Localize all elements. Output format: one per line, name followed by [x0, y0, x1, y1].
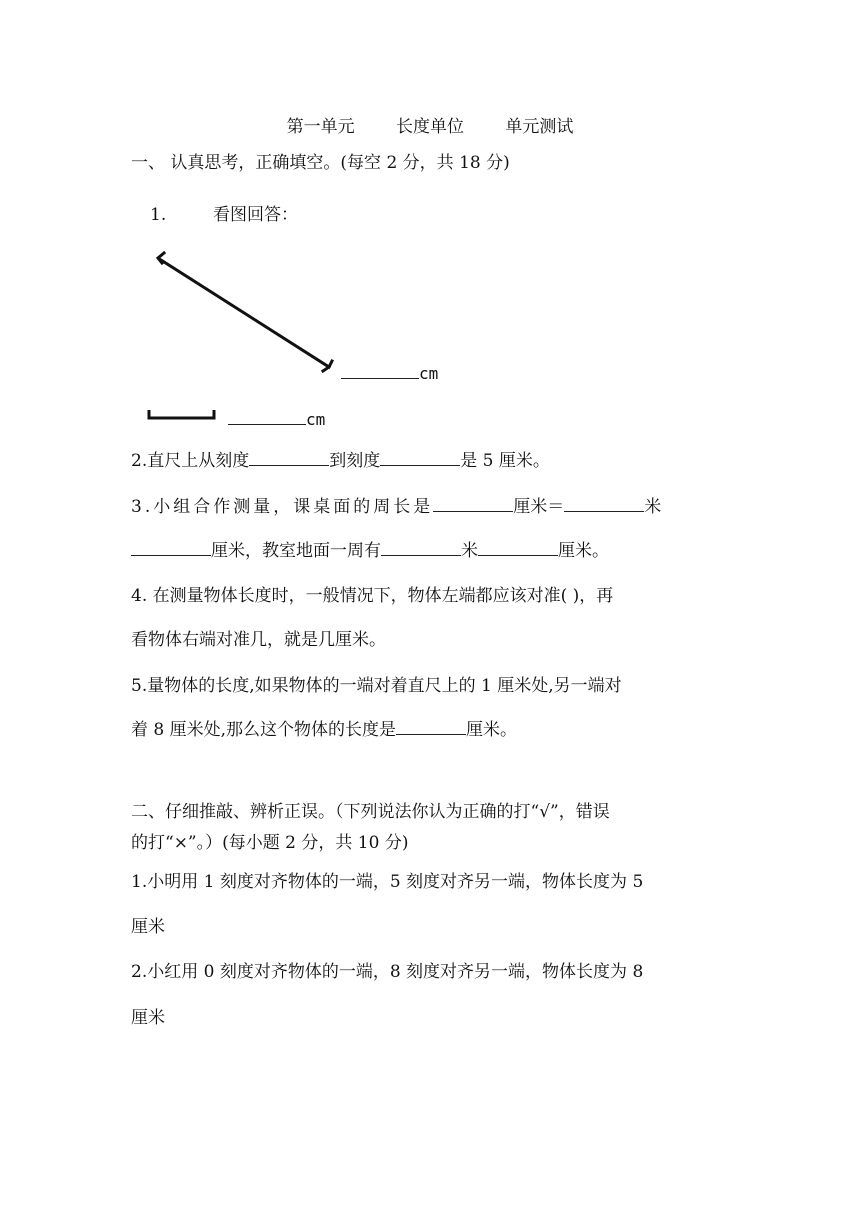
section1-heading: 一、 认真思考，正确填空。(每空 2 分，共 18 分)	[131, 153, 510, 173]
title-unit: 第一单元	[286, 117, 355, 137]
q3-text-e: 米	[461, 541, 478, 561]
section2-heading-line1: 二、仔细推敲、辨析正误。（下列说法你认为正确的打“√”，错误	[131, 802, 610, 822]
q1-text: 看图回答：	[213, 205, 298, 225]
unit-cm: cm	[419, 364, 439, 383]
q2-text-a: 2.直尺上从刻度	[131, 451, 250, 471]
section2-heading-line2: 的打“×”。）(每小题 2 分，共 10 分)	[131, 833, 409, 853]
q3-line2	[131, 539, 609, 563]
q3-blank-3[interactable]	[131, 539, 211, 556]
long-segment	[158, 253, 332, 371]
q2-blank-2[interactable]	[380, 449, 460, 466]
q3-text-d: 厘米，教室地面一周有	[211, 541, 381, 561]
page-title	[0, 115, 860, 139]
s2-q2-line2: 厘米	[131, 1008, 165, 1028]
short-segment-answer	[228, 408, 325, 430]
q3-text-a: 3.小组合作测量，课桌面的周长是	[131, 497, 434, 517]
q2-blank-1[interactable]	[249, 449, 329, 466]
q4-line1: 4. 在测量物体长度时，一般情况下，物体左端都应该对准( )，再	[131, 586, 614, 606]
s2-q2-line1: 2.小红用 0 刻度对齐物体的一端，8 刻度对齐另一端，物体长度为 8	[131, 962, 644, 982]
short-segment-blank[interactable]	[228, 408, 306, 425]
q3-text-c: 米	[644, 497, 662, 517]
q5-line2	[131, 718, 517, 742]
q3-blank-4[interactable]	[381, 539, 461, 556]
title-topic: 长度单位	[396, 117, 464, 137]
q5-text-b: 厘米。	[466, 720, 518, 740]
measurement-figure	[140, 246, 340, 432]
q4-line2: 看物体右端对准几，就是几厘米。	[131, 630, 386, 650]
q2-text-b: 到刻度	[329, 451, 381, 471]
long-segment-blank[interactable]	[341, 362, 419, 379]
s2-q1-line2: 厘米	[131, 917, 165, 937]
q1-number: 1.	[150, 205, 167, 225]
title-test: 单元测试	[505, 117, 574, 137]
q3-blank-5[interactable]	[478, 539, 558, 556]
q5-blank[interactable]	[396, 718, 466, 735]
long-segment-answer	[341, 362, 438, 384]
s2-q1-line1: 1.小明用 1 刻度对齐物体的一端，5 刻度对齐另一端，物体长度为 5	[131, 872, 644, 892]
q3-text-b: 厘米＝	[513, 497, 565, 517]
unit-cm: cm	[306, 410, 326, 429]
q3-text-f: 厘米。	[558, 541, 609, 561]
short-segment	[149, 410, 214, 418]
q5-line1: 5.量物体的长度,如果物体的一端对着直尺上的 1 厘米处,另一端对	[131, 676, 622, 696]
q3-blank-2[interactable]	[564, 495, 644, 512]
q5-text-a: 着 8 厘米处,那么这个物体的长度是	[131, 720, 397, 740]
q2-text-c: 是 5 厘米。	[460, 451, 550, 471]
q2	[131, 449, 550, 473]
q3-blank-1[interactable]	[433, 495, 513, 512]
q3-line1	[131, 495, 661, 519]
